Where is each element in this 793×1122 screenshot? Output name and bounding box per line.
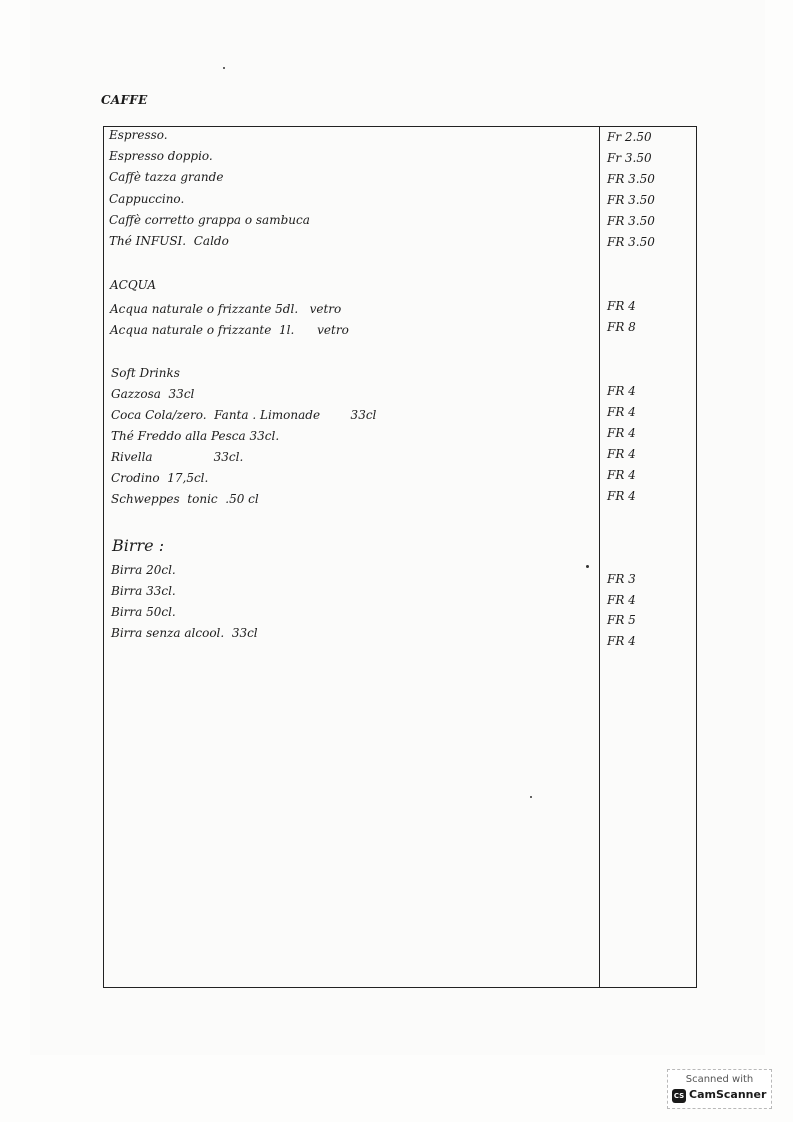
menu-item: Birra 50cl. (111, 605, 176, 619)
menu-item: Rivella 33cl. (111, 450, 244, 464)
menu-item: Espresso. (109, 128, 168, 142)
menu-item: Caffè corretto grappa o sambuca (109, 213, 310, 227)
menu-price: FR 5 (607, 613, 636, 627)
camscanner-logo-icon: CS (672, 1089, 686, 1103)
menu-item: Cappuccino. (109, 192, 185, 206)
menu-price: Fr 2.50 (607, 130, 652, 144)
menu-price: FR 4 (607, 384, 636, 398)
menu-price: FR 8 (607, 320, 636, 334)
menu-item: Espresso doppio. (109, 149, 213, 163)
badge-caption: Scanned with (685, 1074, 754, 1085)
menu-item: Birra 20cl. (111, 563, 176, 577)
menu-price: Fr 3.50 (607, 151, 652, 165)
menu-item: Birra senza alcool. 33cl (111, 626, 258, 640)
scan-speck (586, 565, 589, 568)
section-heading-water: ACQUA (110, 278, 157, 292)
menu-price: FR 3 (607, 572, 636, 586)
menu-item: Crodino 17,5cl. (111, 471, 209, 485)
camscanner-badge (667, 1069, 772, 1109)
menu-item: Caffè tazza grande (109, 170, 224, 184)
menu-item: Acqua naturale o frizzante 5dl. vetro (110, 302, 342, 316)
menu-price: FR 4 (607, 593, 636, 607)
scan-speck (530, 796, 532, 798)
menu-item: Coca Cola/zero. Fanta . Limonade 33cl (111, 408, 377, 422)
menu-price: FR 3.50 (607, 235, 655, 249)
menu-item: Thé Freddo alla Pesca 33cl. (111, 429, 280, 443)
page-heading: CAFFE (101, 93, 148, 107)
menu-item: Acqua naturale o frizzante 1l. vetro (110, 323, 349, 337)
menu-price: FR 4 (607, 489, 636, 503)
menu-price: FR 4 (607, 447, 636, 461)
menu-price: FR 3.50 (607, 172, 655, 186)
section-heading-beer: Birre : (112, 536, 165, 555)
menu-price: FR 3.50 (607, 193, 655, 207)
section-heading-soft-drinks: Soft Drinks (111, 366, 180, 380)
menu-price: FR 4 (607, 426, 636, 440)
scan-speck (223, 67, 225, 69)
menu-table (103, 126, 697, 988)
menu-price: FR 4 (607, 634, 636, 648)
menu-price: FR 4 (607, 299, 636, 313)
menu-price: FR 4 (607, 468, 636, 482)
menu-price: FR 3.50 (607, 214, 655, 228)
menu-item: Birra 33cl. (111, 584, 176, 598)
menu-item: Schweppes tonic .50 cl (111, 492, 259, 506)
menu-item: Thé INFUSI. Caldo (109, 234, 229, 248)
badge-brand-name: CamScanner (689, 1088, 767, 1101)
menu-price: FR 4 (607, 405, 636, 419)
price-column-divider (599, 126, 600, 988)
menu-item: Gazzosa 33cl (111, 387, 195, 401)
